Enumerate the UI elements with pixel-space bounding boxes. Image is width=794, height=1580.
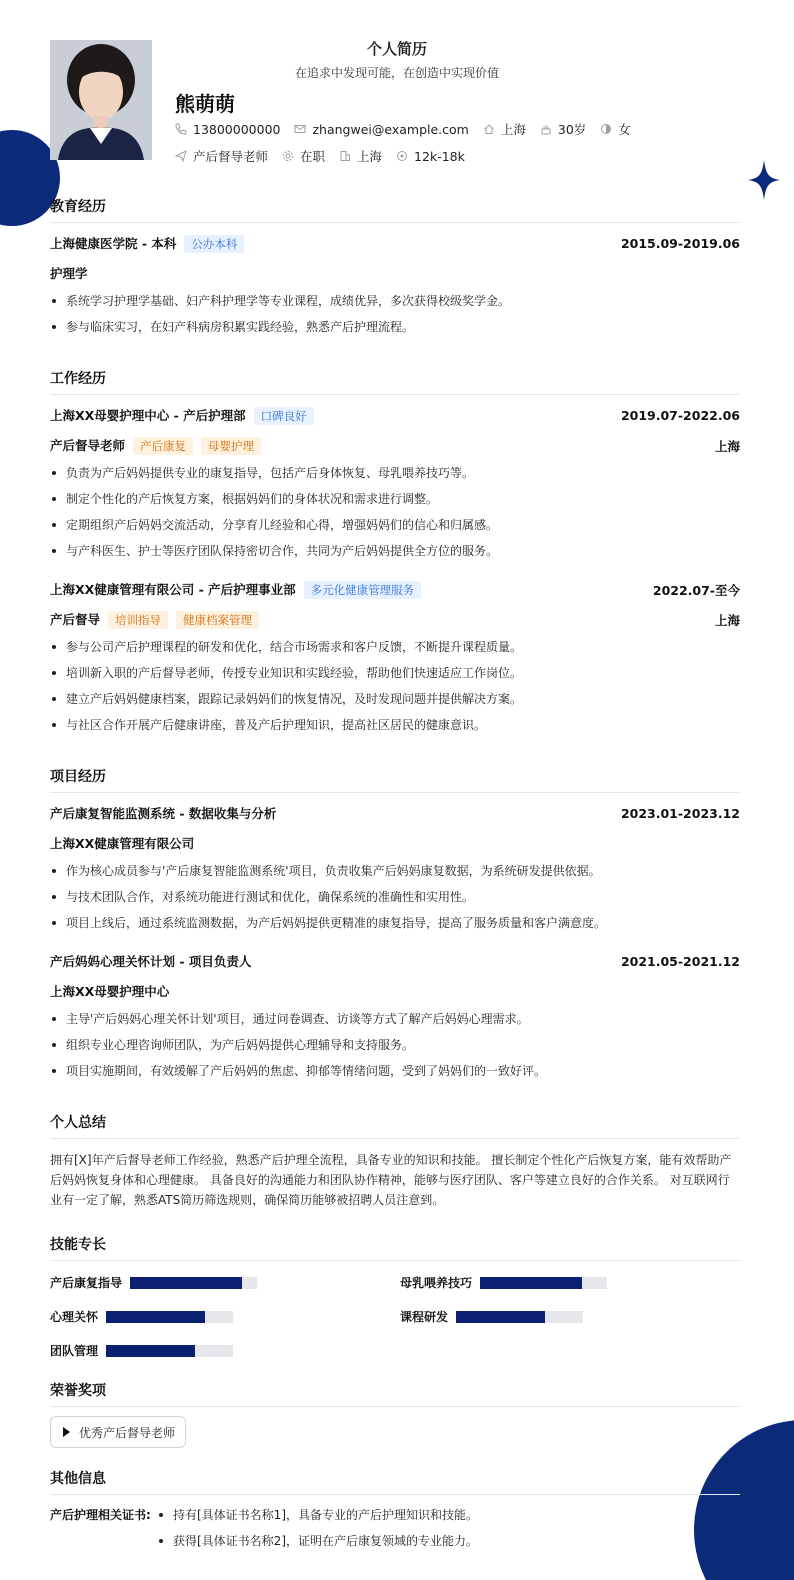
education-header <box>50 234 740 253</box>
job-2-location: 上海 <box>714 612 740 628</box>
position-item <box>175 147 268 165</box>
phone-icon <box>175 123 187 135</box>
other-section <box>50 1468 740 1495</box>
job-1-company-tag: 口碑良好 <box>254 407 314 425</box>
cake-icon <box>540 123 552 135</box>
skill-item <box>50 1342 233 1359</box>
skill-item <box>400 1308 583 1325</box>
project-1-bullets <box>50 858 740 936</box>
job-intent-row <box>175 147 479 165</box>
skill-bar-fill <box>130 1277 242 1289</box>
list-item: 组织专业心理咨询师团队，为产后妈妈提供心理辅导和支持服务。 <box>50 1032 740 1058</box>
skill-item <box>50 1274 257 1291</box>
honors-title: 荣誉奖项 <box>50 1380 740 1407</box>
job-1-role-tag: 母婴护理 <box>201 437 261 455</box>
award-label: 优秀产后督导老师 <box>79 1425 176 1440</box>
gender-value: 女 <box>618 122 631 137</box>
job-2-date: 2022.07-至今 <box>652 582 740 598</box>
school-tag: 公办本科 <box>184 235 244 253</box>
list-item: 与技术团队合作，对系统功能进行测试和优化，确保系统的准确性和实用性。 <box>50 884 740 910</box>
skill-name: 心理关怀 <box>50 1310 99 1324</box>
list-item: 与社区合作开展产后健康讲座，普及产后护理知识，提高社区居民的健康意识。 <box>50 712 740 738</box>
other-title: 其他信息 <box>50 1468 740 1495</box>
job-2-role-row <box>50 610 740 629</box>
status-value: 在职 <box>300 149 326 164</box>
skill-bar-fill <box>106 1345 195 1357</box>
age-value: 30岁 <box>557 122 587 137</box>
project-1-date: 2023.01-2023.12 <box>620 805 740 821</box>
education-title: 教育经历 <box>50 196 740 223</box>
play-triangle-icon <box>63 1427 70 1437</box>
job-2-bullets <box>50 634 740 738</box>
list-item: 获得[具体证书名称2]，证明在产后康复领域的专业能力。 <box>155 1528 715 1554</box>
list-item: 参与公司产后护理课程的研发和优化，结合市场需求和客户反馈，不断提升课程质量。 <box>50 634 740 660</box>
list-item: 负责为产后妈妈提供专业的康复指导，包括产后身体恢复、母乳喂养技巧等。 <box>50 460 740 486</box>
project-2-bullets <box>50 1006 740 1084</box>
skill-bar <box>456 1311 583 1323</box>
skill-name: 母乳喂养技巧 <box>400 1276 473 1290</box>
building-icon <box>339 150 351 162</box>
summary-text: 拥有[X]年产后督导老师工作经验，熟悉产后护理全流程，具备专业的知识和技能。 擅长制定个性化产后恢复方案，能有效帮助产后妈妈恢复身体和心理健康。 具备良好的沟通能力和团队协作精神，能够与医疗团队、客户等建立良好的合作关系。 对互联网行业有一定了解，熟悉ATS简历筛选规则，确保简历能够被招聘人员注意到。 <box>50 1153 732 1207</box>
skill-bar <box>106 1311 233 1323</box>
work-title: 工作经历 <box>50 368 740 395</box>
skill-name: 团队管理 <box>50 1344 99 1358</box>
certificates-label: 产后护理相关证书: <box>50 1508 151 1522</box>
job-1-role-row <box>50 436 740 455</box>
gender-icon <box>600 123 612 135</box>
job-2-role-tag: 培训指导 <box>108 611 168 629</box>
candidate-name: 熊萌萌 <box>175 92 235 116</box>
gender-item <box>600 120 631 138</box>
job-2-company-tag: 多元化健康管理服务 <box>304 581 422 599</box>
mail-icon <box>294 123 306 135</box>
education-section <box>50 196 740 223</box>
phone-item <box>175 122 280 137</box>
salary-value: 12k-18k <box>414 148 465 164</box>
project-1-org: 上海XX健康管理有限公司 <box>50 836 195 851</box>
list-item: 作为核心成员参与'产后康复智能监测系统'项目，负责收集产后妈妈康复数据，为系统研发提供依据。 <box>50 858 740 884</box>
job-2-company: 上海XX健康管理有限公司 - 产后护理事业部 <box>50 582 296 597</box>
job-1-role-tag: 产后康复 <box>133 437 193 455</box>
contact-row <box>175 120 645 138</box>
email-item <box>294 122 468 137</box>
job-2-role-tag: 健康档案管理 <box>176 611 259 629</box>
city-value: 上海 <box>500 122 526 137</box>
project-2-name: 产后妈妈心理关怀计划 - 项目负责人 <box>50 954 252 969</box>
list-item: 项目上线后，通过系统监测数据，为产后妈妈提供更精准的康复指导，提高了服务质量和客户满意度。 <box>50 910 740 936</box>
work-section <box>50 368 740 395</box>
city-item <box>483 120 526 138</box>
skills-section <box>50 1234 740 1261</box>
resume-header <box>0 0 794 170</box>
projects-section <box>50 766 740 793</box>
project-2-date: 2021.05-2021.12 <box>620 953 740 969</box>
resume-motto: 在追求中发现可能，在创造中实现价值 <box>294 66 499 80</box>
home-icon <box>483 123 495 135</box>
job-1-bullets <box>50 460 740 564</box>
list-item: 制定个性化的产后恢复方案，根据妈妈们的身体状况和需求进行调整。 <box>50 486 740 512</box>
project-1-header <box>50 804 740 822</box>
age-item <box>540 120 586 138</box>
job-2-role: 产后督导 <box>50 612 101 627</box>
education-bullets <box>50 288 740 340</box>
list-item: 参与临床实习，在妇产科病房积累实践经验，熟悉产后护理流程。 <box>50 314 740 340</box>
job-1-company: 上海XX母婴护理中心 - 产后护理部 <box>50 408 246 423</box>
skill-item <box>50 1308 233 1325</box>
money-icon <box>396 150 408 162</box>
skill-bar-fill <box>106 1311 205 1323</box>
project-2-org: 上海XX母婴护理中心 <box>50 984 170 999</box>
skill-bar <box>480 1277 607 1289</box>
job-1-role: 产后督导老师 <box>50 438 126 453</box>
gear-icon <box>282 150 294 162</box>
send-icon <box>175 150 187 162</box>
job-city-item <box>339 147 382 165</box>
job-1-header <box>50 406 740 425</box>
skill-item <box>400 1274 607 1291</box>
skill-bar-fill <box>456 1311 545 1323</box>
list-item: 培训新入职的产后督导老师，传授专业知识和实践经验，帮助他们快速适应工作岗位。 <box>50 660 740 686</box>
status-item <box>282 147 325 165</box>
list-item: 定期组织产后妈妈交流活动，分享育儿经验和心得，增强妈妈们的信心和归属感。 <box>50 512 740 538</box>
email-value: zhangwei@example.com <box>312 121 469 137</box>
education-major-row <box>50 264 740 282</box>
list-item: 系统学习护理学基础、妇产科护理学等专业课程，成绩优异，多次获得校级奖学金。 <box>50 288 740 314</box>
list-item: 建立产后妈妈健康档案，跟踪记录妈妈们的恢复情况，及时发现问题并提供解决方案。 <box>50 686 740 712</box>
position-value: 产后督导老师 <box>193 149 269 164</box>
job-2-header <box>50 580 740 599</box>
list-item: 与产科医生、护士等医疗团队保持密切合作，共同为产后妈妈提供全方位的服务。 <box>50 538 740 564</box>
skills-title: 技能专长 <box>50 1234 740 1261</box>
job-1-location: 上海 <box>714 438 740 454</box>
education-date: 2015.09-2019.06 <box>620 236 740 251</box>
skill-name: 课程研发 <box>400 1310 449 1324</box>
skill-name: 产后康复指导 <box>50 1276 123 1290</box>
salary-item <box>396 149 465 164</box>
resume-title: 个人简历 <box>366 40 427 58</box>
project-1-org-row <box>50 834 740 852</box>
projects-title: 项目经历 <box>50 766 740 793</box>
project-1-name: 产后康复智能监测系统 - 数据收集与分析 <box>50 806 277 821</box>
skill-bar <box>130 1277 257 1289</box>
certificates-list <box>155 1502 715 1554</box>
skill-bar <box>106 1345 233 1357</box>
project-2-header <box>50 952 740 970</box>
summary-title: 个人总结 <box>50 1112 740 1139</box>
list-item: 持有[具体证书名称1]，具备专业的产后护理知识和技能。 <box>155 1502 715 1528</box>
summary-section <box>50 1112 740 1139</box>
decorative-circle-right <box>694 1420 794 1580</box>
education-major: 护理学 <box>50 266 88 281</box>
school-name: 上海健康医学院 - 本科 <box>50 236 177 251</box>
honors-section <box>50 1380 740 1407</box>
job-1-date: 2019.07-2022.06 <box>620 408 740 423</box>
phone-value: 13800000000 <box>193 121 281 137</box>
award-chip <box>50 1416 186 1448</box>
list-item: 项目实施期间，有效缓解了产后妈妈的焦虑、抑郁等情绪问题，受到了妈妈们的一致好评。 <box>50 1058 740 1084</box>
list-item: 主导'产后妈妈心理关怀计划'项目，通过问卷调查、访谈等方式了解产后妈妈心理需求。 <box>50 1006 740 1032</box>
job-city-value: 上海 <box>357 149 383 164</box>
project-2-org-row <box>50 982 740 1000</box>
skill-bar-fill <box>480 1277 582 1289</box>
